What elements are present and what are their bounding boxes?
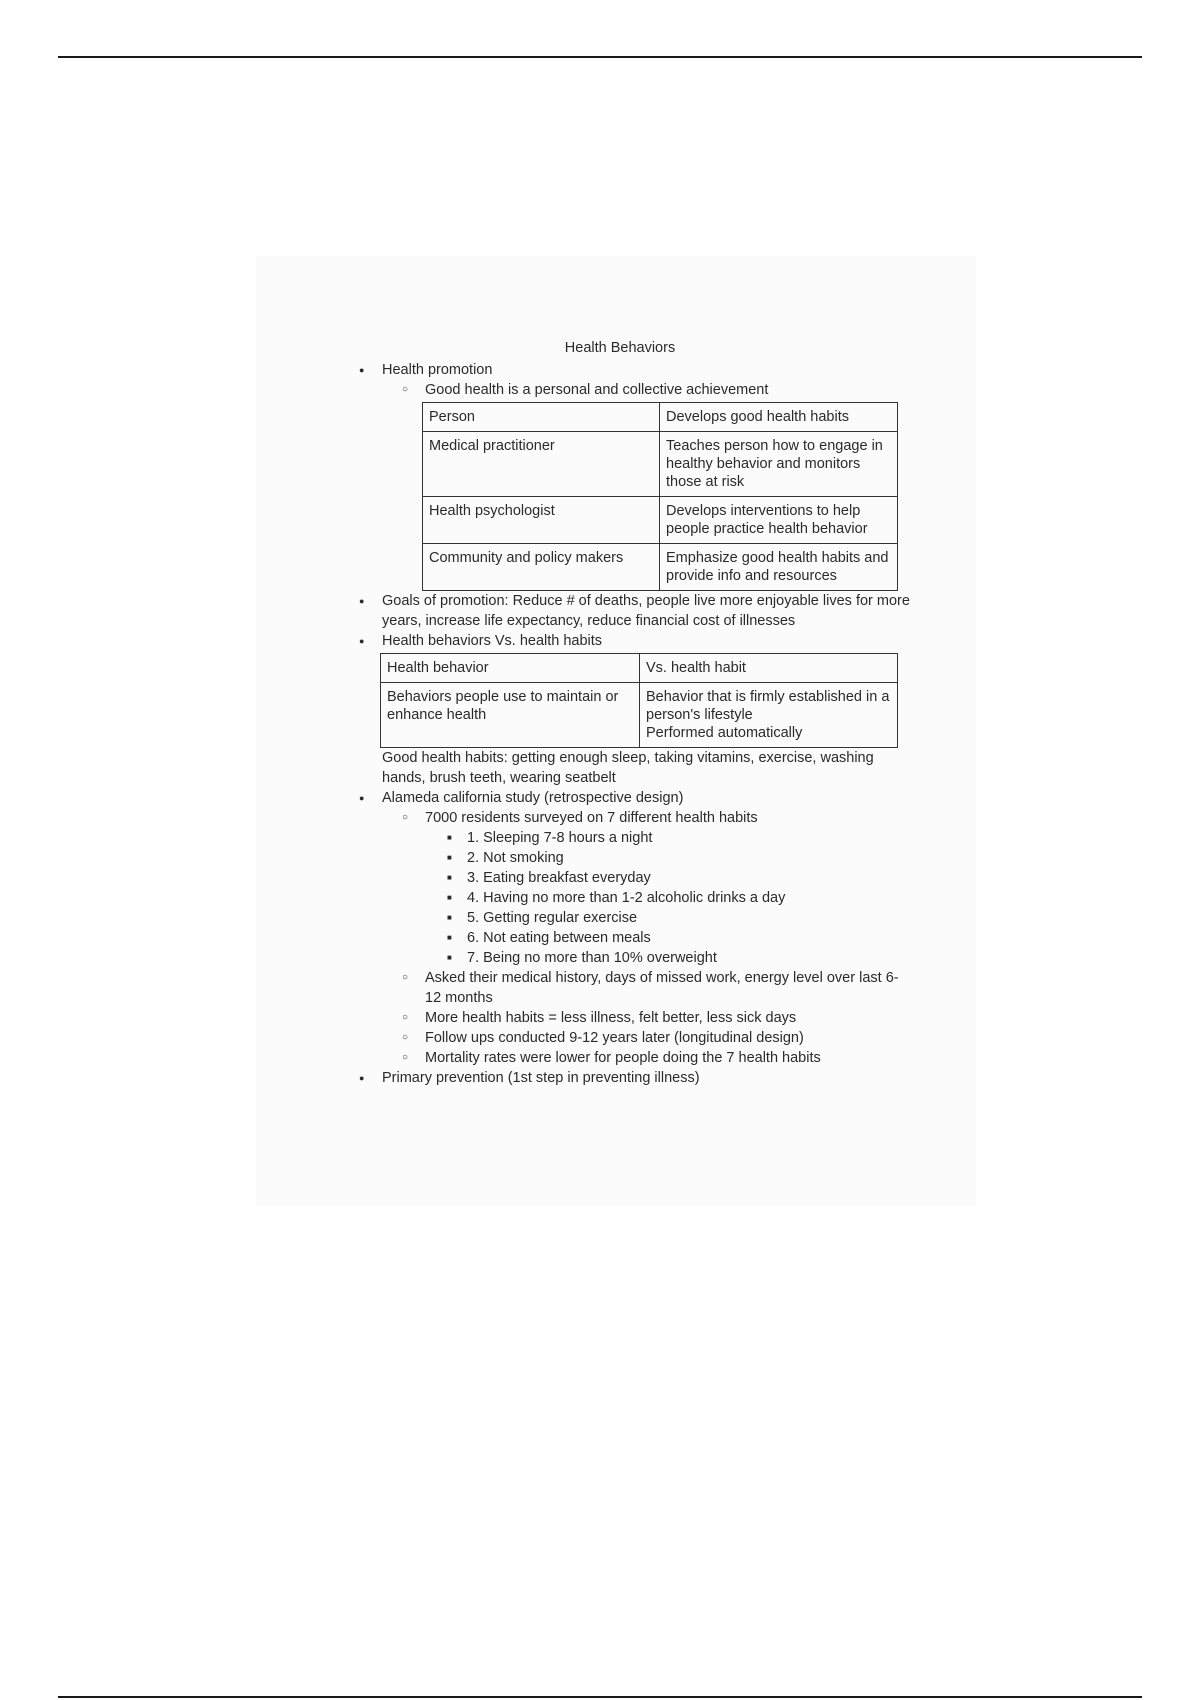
table-row (423, 497, 898, 544)
table-cell: Community and policy makers (423, 544, 660, 591)
page-title: Health Behaviors (564, 340, 676, 356)
table-row (381, 683, 898, 748)
table-header: Vs. health habit (640, 654, 898, 683)
cell-line: Behavior that is firmly established in a person's lifestyle (646, 689, 890, 723)
sub-good-health: ○ Good health is a personal and collective achievement (350, 380, 910, 400)
table-row (423, 544, 898, 591)
habit-item: ■ 5. Getting regular exercise (350, 908, 910, 928)
table-header: Health behavior (381, 654, 640, 683)
table-cell: Person (423, 403, 660, 432)
table-cell: Emphasize good health habits and provide info and resources (660, 544, 898, 591)
table-cell: Behaviors people use to maintain or enhance health (381, 683, 640, 748)
cell-line: Performed automatically (646, 725, 803, 741)
bullet-alameda: ● Alameda california study (retrospective design) (350, 788, 910, 808)
document-body (350, 338, 910, 1088)
bullet-primary-prevention: ● Primary prevention (1st step in preventing illness) (350, 1068, 910, 1088)
table-cell: Medical practitioner (423, 432, 660, 497)
bullet-behaviors-vs-habits: ● Health behaviors Vs. health habits (350, 631, 910, 651)
table-cell: Develops interventions to help people practice health behavior (660, 497, 898, 544)
habit-item: ■ 7. Being no more than 10% overweight (350, 948, 910, 968)
habit-item: ■ 2. Not smoking (350, 848, 910, 868)
habit-item: ■ 4. Having no more than 1-2 alcoholic drinks a day (350, 888, 910, 908)
bullet-goals: ● Goals of promotion: Reduce # of deaths, people live more enjoyable lives for more years, increase life expectancy, reduce financial cost of illnesses (350, 591, 910, 631)
outline (350, 360, 910, 400)
sub-item: ○ Mortality rates were lower for people doing the 7 health habits (350, 1048, 910, 1068)
roles-table (422, 402, 898, 591)
habit-item: ■ 1. Sleeping 7-8 hours a night (350, 828, 910, 848)
table-row (423, 432, 898, 497)
sub-residents: ○ 7000 residents surveyed on 7 different health habits (350, 808, 910, 828)
sub-item: ○ More health habits = less illness, felt better, less sick days (350, 1008, 910, 1028)
sub-item: ○ Follow ups conducted 9-12 years later (longitudinal design) (350, 1028, 910, 1048)
table-cell: Health psychologist (423, 497, 660, 544)
habit-item: ■ 6. Not eating between meals (350, 928, 910, 948)
outline-3 (350, 788, 910, 1088)
habit-item: ■ 3. Eating breakfast everyday (350, 868, 910, 888)
table-row (423, 403, 898, 432)
good-habits-note: Good health habits: getting enough sleep, taking vitamins, exercise, washing hands, brush teeth, wearing seatbelt (382, 750, 874, 786)
bullet-health-promotion: ● Health promotion (350, 360, 910, 380)
table-header-row (381, 654, 898, 683)
table-cell: Develops good health habits (660, 403, 898, 432)
behavior-habit-table (380, 653, 898, 748)
bottom-rule (58, 1696, 1142, 1698)
sub-item: ○ Asked their medical history, days of missed work, energy level over last 6-12 months (350, 968, 910, 1008)
outline-2 (350, 591, 910, 651)
table-cell (640, 683, 898, 748)
table-cell: Teaches person how to engage in healthy behavior and monitors those at risk (660, 432, 898, 497)
top-rule (58, 56, 1142, 58)
